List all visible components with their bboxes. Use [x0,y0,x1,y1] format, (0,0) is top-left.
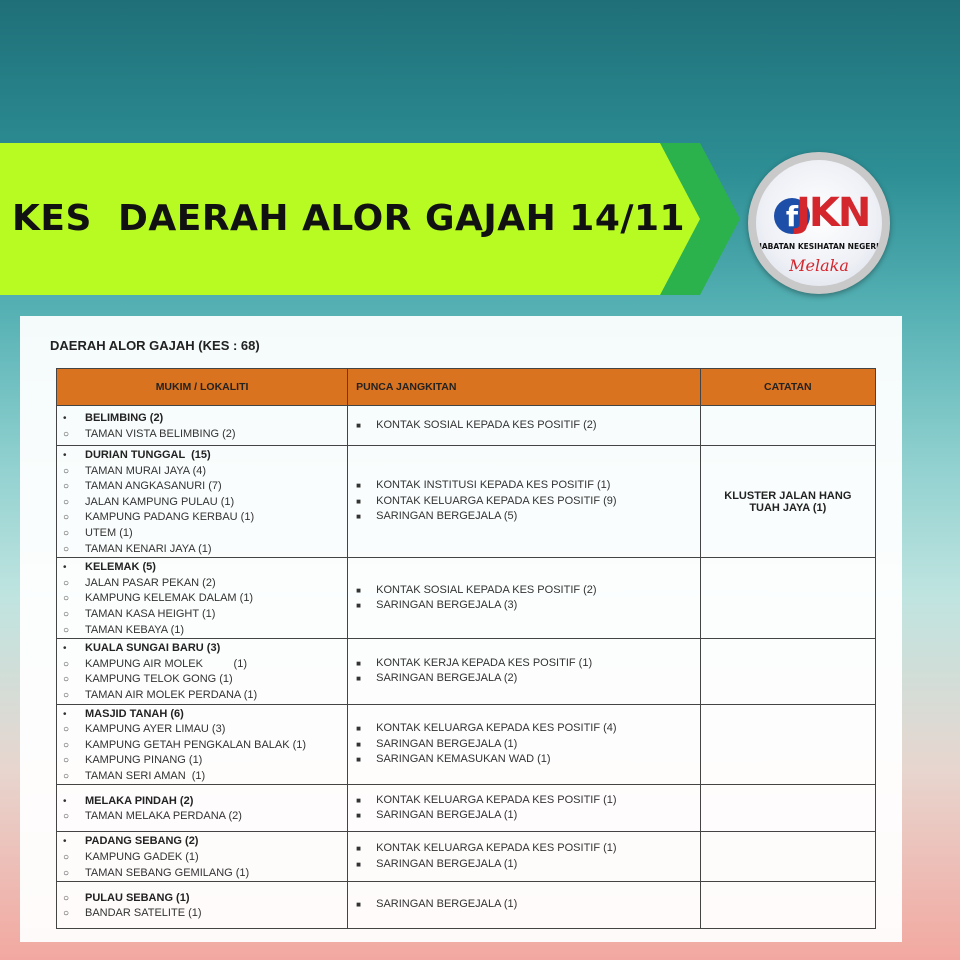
column-header-catatan: CATATAN [700,369,875,406]
locality-name: TAMAN KENARI JAYA (1) [85,542,212,555]
table-row [57,704,876,785]
open-circle-bullet-icon: ○ [63,770,70,782]
locality-name: TAMAN KEBAYA (1) [85,623,185,636]
locality-name: KAMPUNG KELEMAK DALAM (1) [85,592,254,605]
locality-name: TAMAN AIR MOLEK PERDANA (1) [85,688,258,701]
logo-subtitle: JABATAN KESIHATAN NEGERI [759,242,879,251]
source-item [354,656,700,672]
open-circle-bullet-icon: ○ [63,892,70,904]
catatan-cell [700,446,875,558]
table-row [57,406,876,446]
square-bullet-icon: ■ [356,674,361,684]
square-bullet-icon: ■ [356,755,361,765]
mukim-cell [57,406,348,446]
facebook-f-icon: f [774,198,810,234]
locality-item [63,526,341,542]
punca-cell [348,406,701,446]
source-item [354,721,700,737]
open-circle-bullet-icon: ○ [63,481,70,493]
catatan-cell [700,406,875,446]
square-bullet-icon: ■ [356,724,361,734]
source-item [354,509,700,525]
table-row [57,446,876,558]
table-row [57,639,876,704]
source-text: KONTAK INSTITUSI KEPADA KES POSITIF (1) [376,479,611,492]
case-document [20,316,902,942]
source-item [354,857,700,873]
source-text: KONTAK SOSIAL KEPADA KES POSITIF (2) [376,418,597,431]
case-table [56,368,876,929]
mukim-cell [57,882,348,929]
open-circle-bullet-icon: ○ [63,496,70,508]
square-bullet-icon: ■ [356,512,361,522]
locality-item [63,591,341,607]
punca-cell [348,882,701,929]
locality-item [63,607,341,623]
table-row [57,785,876,832]
catatan-cell [700,785,875,832]
locality-item [63,753,341,769]
open-circle-bullet-icon: ○ [63,593,70,605]
open-circle-bullet-icon: ○ [63,658,70,670]
table-body [57,406,876,929]
open-circle-bullet-icon: ○ [63,867,70,879]
mukim-item [63,411,341,427]
open-circle-bullet-icon: ○ [63,755,70,767]
source-text: SARINGAN BERGEJALA (3) [376,599,518,612]
catatan-cell [700,704,875,785]
locality-item [63,510,341,526]
open-circle-bullet-icon: ○ [63,543,70,555]
filled-bullet-icon: • [63,795,67,807]
mukim-name: MASJID TANAH (6) [85,707,184,720]
source-text: SARINGAN BERGEJALA (1) [376,737,518,750]
locality-name: TAMAN ANGKASANURI (7) [85,480,222,493]
source-text: SARINGAN BERGEJALA (1) [376,809,518,822]
square-bullet-icon: ■ [356,601,361,611]
locality-item [63,688,341,704]
punca-cell [348,558,701,639]
table-row [57,832,876,882]
source-item [354,808,700,824]
table-row [57,558,876,639]
mukim-item [63,707,341,723]
mukim-cell [57,558,348,639]
locality-name: KAMPUNG TELOK GONG (1) [85,673,233,686]
mukim-item [63,448,341,464]
locality-item [63,576,341,592]
mukim-name: MELAKA PINDAH (2) [85,794,194,807]
source-item [354,418,700,434]
locality-item [63,809,341,825]
open-circle-bullet-icon: ○ [63,724,70,736]
open-circle-bullet-icon: ○ [63,527,70,539]
source-item [354,583,700,599]
source-text: KONTAK KELUARGA KEPADA KES POSITIF (1) [376,842,617,855]
mukim-name: PADANG SEBANG (2) [85,835,199,848]
filled-bullet-icon: • [63,836,67,848]
locality-item [63,495,341,511]
locality-item [63,906,341,922]
locality-name: KAMPUNG GETAH PENGKALAN BALAK (1) [85,738,307,751]
catatan-cell [700,639,875,704]
catatan-cell [700,832,875,882]
punca-cell [348,785,701,832]
source-item [354,494,700,510]
locality-name: KAMPUNG PADANG KERBAU (1) [85,511,255,524]
punca-cell [348,446,701,558]
filled-bullet-icon: • [63,450,67,461]
logo-wordmark: JKN [796,190,870,236]
square-bullet-icon: ■ [356,658,361,668]
punca-cell [348,704,701,785]
locality-item [63,769,341,785]
locality-name: KAMPUNG GADEK (1) [85,851,199,864]
filled-bullet-icon: • [63,643,67,655]
open-circle-bullet-icon: ○ [63,608,70,620]
locality-name: JALAN KAMPUNG PULAU (1) [85,495,235,508]
locality-name: TAMAN SEBANG GEMILANG (1) [85,866,250,879]
locality-name: KAMPUNG AYER LIMAU (3) [85,723,226,736]
source-item [354,737,700,753]
filled-bullet-icon: • [63,412,67,424]
open-circle-bullet-icon: ○ [63,512,70,524]
locality-name: KAMPUNG AIR MOLEK (1) [85,657,247,670]
open-circle-bullet-icon: ○ [63,739,70,751]
open-circle-bullet-icon: ○ [63,674,70,686]
source-item [354,752,700,768]
table-header-row [57,369,876,406]
mukim-item [63,891,341,907]
source-text: SARINGAN BERGEJALA (1) [376,898,518,911]
source-text: KONTAK KERJA KEPADA KES POSITIF (1) [376,656,593,669]
mukim-item [63,794,341,810]
locality-item [63,542,341,558]
locality-name: TAMAN SERI AMAN (1) [85,769,206,782]
locality-item [63,464,341,480]
jkn-logo-badge [756,160,882,286]
locality-name: KAMPUNG PINANG (1) [85,754,203,767]
locality-name: TAMAN MURAI JAYA (4) [85,464,207,477]
mukim-cell [57,446,348,558]
locality-item [63,722,341,738]
filled-bullet-icon: • [63,562,67,574]
source-item [354,841,700,857]
open-circle-bullet-icon: ○ [63,624,70,636]
source-item [354,897,700,913]
open-circle-bullet-icon: ○ [63,577,70,589]
locality-item [63,479,341,495]
source-item [354,671,700,687]
locality-name: TAMAN KASA HEIGHT (1) [85,607,216,620]
source-text: SARINGAN KEMASUKAN WAD (1) [376,753,551,766]
source-text: SARINGAN BERGEJALA (2) [376,672,518,685]
open-circle-bullet-icon: ○ [63,908,70,920]
punca-cell [348,832,701,882]
locality-name: BANDAR SATELITE (1) [85,907,202,920]
banner-title: KES DAERAH ALOR GAJAH 14/11 [12,198,686,239]
square-bullet-icon: ■ [356,900,361,910]
mukim-name: BELIMBING (2) [85,411,164,424]
square-bullet-icon: ■ [356,496,361,506]
square-bullet-icon: ■ [356,739,361,749]
open-circle-bullet-icon: ○ [63,465,70,477]
locality-item [63,623,341,639]
punca-cell [348,639,701,704]
square-bullet-icon: ■ [356,844,361,854]
mukim-cell [57,639,348,704]
locality-item [63,427,341,443]
mukim-name: DURIAN TUNGGAL (15) [85,449,211,461]
source-text: KONTAK KELUARGA KEPADA KES POSITIF (4) [376,722,617,735]
source-text: SARINGAN BERGEJALA (5) [376,510,518,523]
source-text: SARINGAN BERGEJALA (1) [376,857,518,870]
mukim-item [63,834,341,850]
source-item [354,598,700,614]
open-circle-bullet-icon: ○ [63,689,70,701]
locality-item [63,866,341,882]
mukim-name: KUALA SUNGAI BARU (3) [85,642,221,655]
source-text: KONTAK SOSIAL KEPADA KES POSITIF (2) [376,583,597,596]
mukim-cell [57,704,348,785]
source-text: KONTAK KELUARGA KEPADA KES POSITIF (1) [376,793,617,806]
document-heading: DAERAH ALOR GAJAH (KES : 68) [50,338,260,353]
locality-name: JALAN PASAR PEKAN (2) [85,576,216,589]
filled-bullet-icon: • [63,708,67,720]
source-text: KONTAK KELUARGA KEPADA KES POSITIF (9) [376,494,617,507]
mukim-name: PULAU SEBANG (1) [85,891,190,904]
locality-name: TAMAN VISTA BELIMBING (2) [85,427,236,440]
mukim-name: KELEMAK (5) [85,561,156,574]
title-banner [0,143,740,295]
square-bullet-icon: ■ [356,420,361,430]
locality-name: UTEM (1) [85,526,133,539]
open-circle-bullet-icon: ○ [63,428,70,440]
open-circle-bullet-icon: ○ [63,811,70,823]
column-header-punca: PUNCA JANGKITAN [348,369,701,406]
jkn-logo [748,152,890,294]
square-bullet-icon: ■ [356,795,361,805]
locality-name: TAMAN MELAKA PERDANA (2) [85,810,242,823]
column-header-mukim: MUKIM / LOKALITI [57,369,348,406]
source-item [354,478,700,494]
catatan-text: KLUSTER JALAN HANG TUAH JAYA (1) [724,489,852,514]
square-bullet-icon: ■ [356,585,361,595]
catatan-cell [700,558,875,639]
square-bullet-icon: ■ [356,481,361,491]
locality-item [63,657,341,673]
logo-script: Melaka [789,256,849,275]
mukim-cell [57,785,348,832]
square-bullet-icon: ■ [356,859,361,869]
source-item [354,793,700,809]
mukim-item [63,641,341,657]
mukim-cell [57,832,348,882]
locality-item [63,738,341,754]
locality-item [63,672,341,688]
square-bullet-icon: ■ [356,811,361,821]
locality-item [63,850,341,866]
table-row [57,882,876,929]
open-circle-bullet-icon: ○ [63,852,70,864]
mukim-item [63,560,341,576]
catatan-cell [700,882,875,929]
